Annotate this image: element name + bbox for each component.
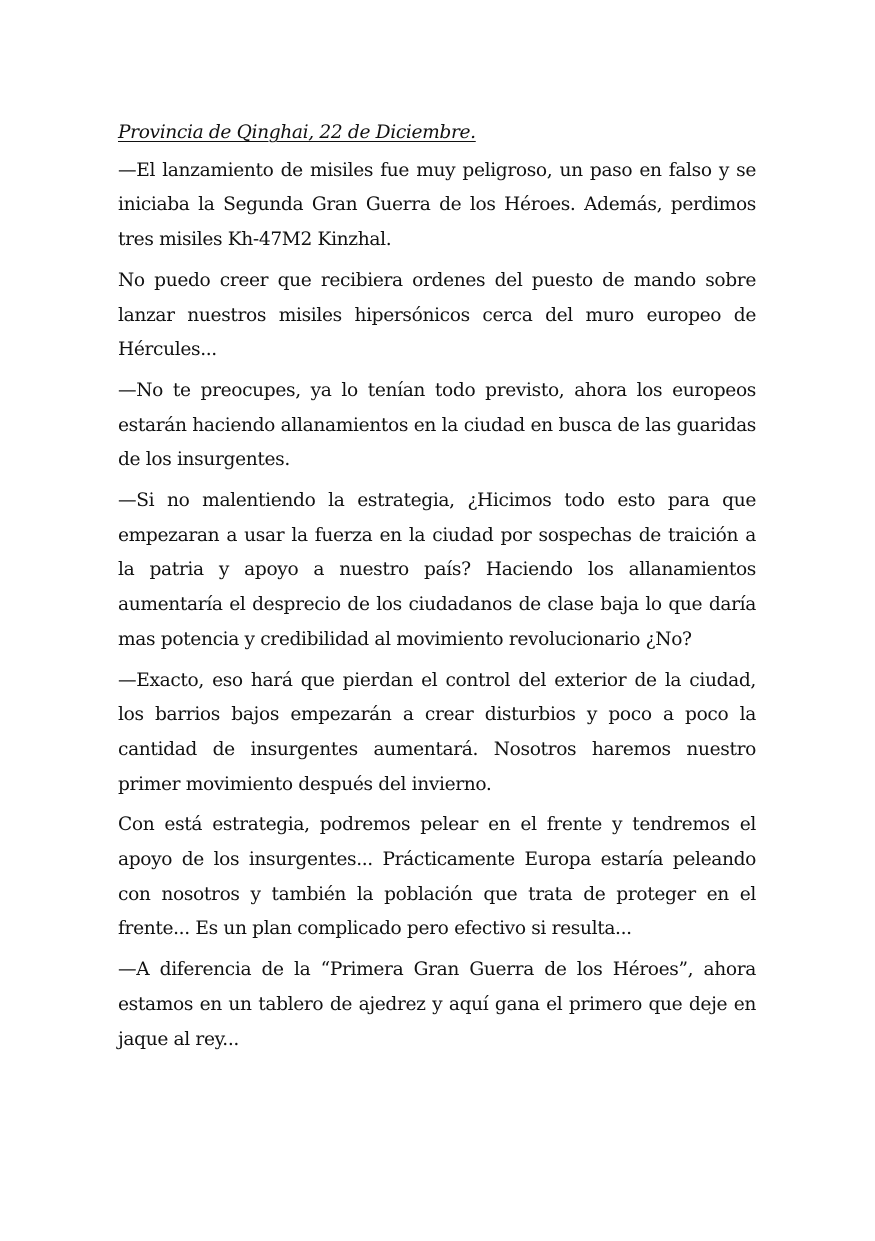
paragraph: —A diferencia de la “Primera Gran Guerra de los Héroes”, ahora estamos en un tablero de ajedrez y aquí gana el primero que deje en jaque al rey... [118,959,756,1050]
document-body [118,116,756,1063]
paragraph: —Si no malentiendo la estrategia, ¿Hicimos todo esto para que empezaran a usar la fuerza en la ciudad por sospechas de traición a la patria y apoyo a nuestro país? Haciendo los allanamientos aumentaría el desprecio de los ciudadanos de clase baja lo que daría mas potencia y credibilidad al movimiento revolucionario ¿No? [118,490,756,650]
paragraph: —El lanzamiento de misiles fue muy peligroso, un paso en falso y se iniciaba la Segunda Gran Guerra de los Héroes. Además, perdimos tres misiles Kh-47M2 Kinzhal. [118,159,756,251]
paragraph: Con está estrategia, podremos pelear en el frente y tendremos el apoyo de los insurgentes... Prácticamente Europa estaría peleando con nosotros y también la población que trata de proteger en el frente... Es un plan complicado pero efectivo si resulta... [118,814,756,940]
paragraph: No puedo creer que recibiera ordenes del puesto de mando sobre lanzar nuestros misiles hipersónicos cerca del muro europeo de Hércules... [118,269,756,361]
paragraph: —No te preocupes, ya lo tenían todo previsto, ahora los europeos estarán haciendo allanamientos en la ciudad en busca de las guaridas de los insurgentes. [118,379,756,471]
chapter-heading: Provincia de Qinghai, 22 de Diciembre. [118,122,476,143]
paragraph: —Exacto, eso hará que pierdan el control del exterior de la ciudad, los barrios bajos empezarán a crear disturbios y poco a poco la cantidad de insurgentes aumentará. Nosotros haremos nuestro primer movimiento después del invierno. [118,669,756,795]
